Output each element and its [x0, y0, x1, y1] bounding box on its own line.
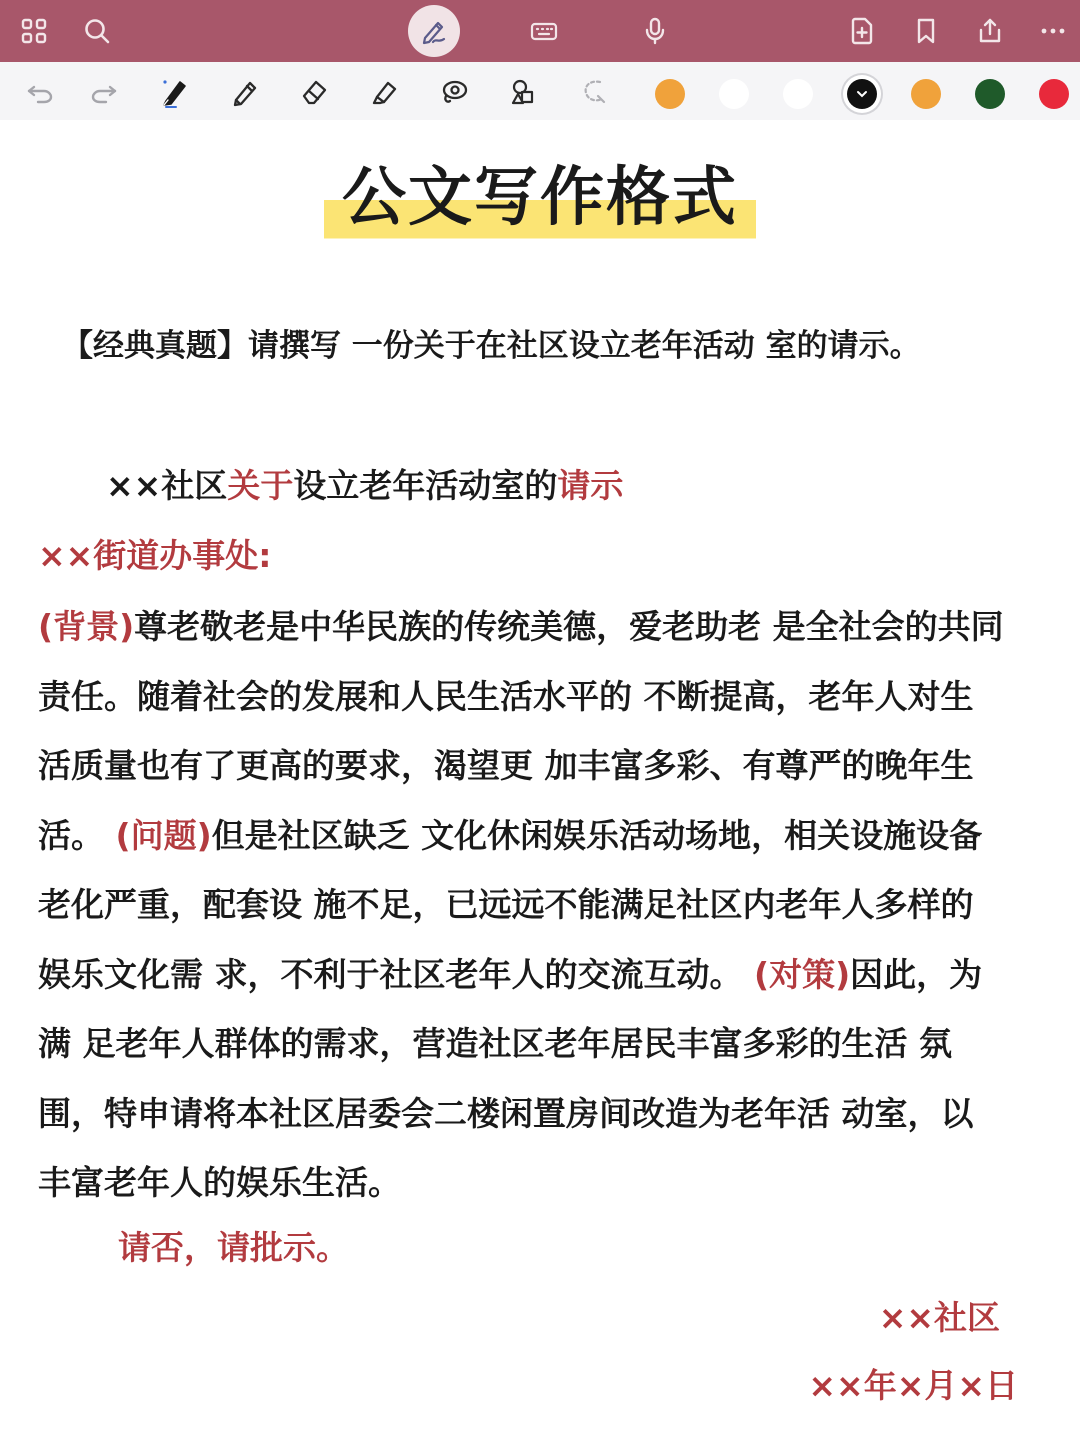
laser-pointer-icon[interactable]	[572, 70, 616, 114]
body-line	[38, 592, 1048, 662]
section-tag-solution: (对策)	[754, 954, 851, 994]
closing-phrase: 请否，请批示。	[118, 1228, 349, 1267]
color-swatch-black-selected[interactable]	[847, 79, 877, 109]
exam-question: 【经典真题】请撰写 一份关于在社区设立老年活动 室的请示。	[62, 328, 921, 364]
body-text: 但是社区缺乏 文化休闲娱乐活动场地，相关设施设备	[211, 815, 983, 855]
subject-part-highlight: 请示	[557, 466, 624, 505]
color-swatch-white[interactable]	[719, 79, 749, 109]
body-text: 娱乐文化需 求，不利于社区老年人的交流互动。	[38, 954, 743, 994]
addressee: ××街道办事处:	[38, 536, 272, 575]
subject-part: 设立老年活动室的	[293, 466, 558, 505]
color-swatch-orange-2[interactable]	[911, 79, 941, 109]
undo-icon[interactable]	[18, 70, 62, 114]
keyboard-icon[interactable]	[521, 8, 567, 54]
request-subject-line	[106, 458, 623, 514]
body-line	[38, 940, 1048, 1010]
document-title-wrap	[0, 150, 1080, 246]
share-icon[interactable]	[967, 8, 1013, 54]
redo-icon[interactable]	[82, 70, 126, 114]
color-swatch-dark-green[interactable]	[975, 79, 1005, 109]
body-line: 围，特申请将本社区居委会二楼闲置房间改造为老年活 动室，以	[38, 1093, 974, 1133]
add-page-icon[interactable]	[839, 8, 885, 54]
document-title: 公文写作格式	[324, 150, 756, 246]
body-text: 尊老敬老是中华民族的传统美德，爱老助老 是全社会的共同	[134, 607, 1004, 646]
eraser-icon[interactable]	[292, 70, 336, 114]
body-line: 责任。随着社会的发展和人民生活水平的 不断提高，老年人对生	[38, 676, 974, 716]
shapes-icon[interactable]	[502, 70, 546, 114]
body-text: 因此，为	[850, 954, 983, 994]
body-line: 丰富老年人的娱乐生活。	[38, 1163, 401, 1202]
color-swatch-white-2[interactable]	[783, 79, 813, 109]
section-tag-background: (背景)	[38, 607, 135, 646]
body-text: 活。	[38, 815, 104, 855]
pen-mode-icon[interactable]	[408, 5, 460, 57]
body-line: 活质量也有了更高的要求，渴望更 加丰富多彩、有尊严的晚年生	[38, 746, 974, 785]
signature-date: ××年×月×日	[808, 1366, 1018, 1405]
highlighter-icon[interactable]	[362, 70, 406, 114]
body-paragraph	[38, 592, 1048, 1218]
microphone-icon[interactable]	[632, 8, 678, 54]
drawing-toolbar	[0, 62, 1080, 120]
fountain-pen-icon[interactable]	[152, 70, 196, 114]
app-top-bar	[0, 0, 1080, 62]
pencil-icon[interactable]	[222, 70, 266, 114]
more-icon[interactable]	[1030, 8, 1076, 54]
lasso-icon[interactable]	[432, 70, 476, 114]
search-icon[interactable]	[74, 8, 120, 54]
subject-part-highlight: 关于	[227, 466, 294, 505]
bookmark-icon[interactable]	[903, 8, 949, 54]
color-swatch-orange[interactable]	[655, 79, 685, 109]
chevron-down-icon	[847, 79, 877, 109]
body-line: 满 足老年人群体的需求，营造社区老年居民丰富多彩的生活 氛	[38, 1024, 952, 1063]
body-line: 老化严重，配套设 施不足，已远远不能满足社区内老年人多样的	[38, 885, 974, 924]
color-swatch-red[interactable]	[1039, 79, 1069, 109]
signature-organization: ××社区	[878, 1298, 1000, 1337]
section-tag-problem: (问题)	[115, 815, 212, 855]
grid-view-icon[interactable]	[11, 8, 57, 54]
subject-part: ××社区	[106, 466, 228, 505]
body-line	[38, 801, 1048, 871]
